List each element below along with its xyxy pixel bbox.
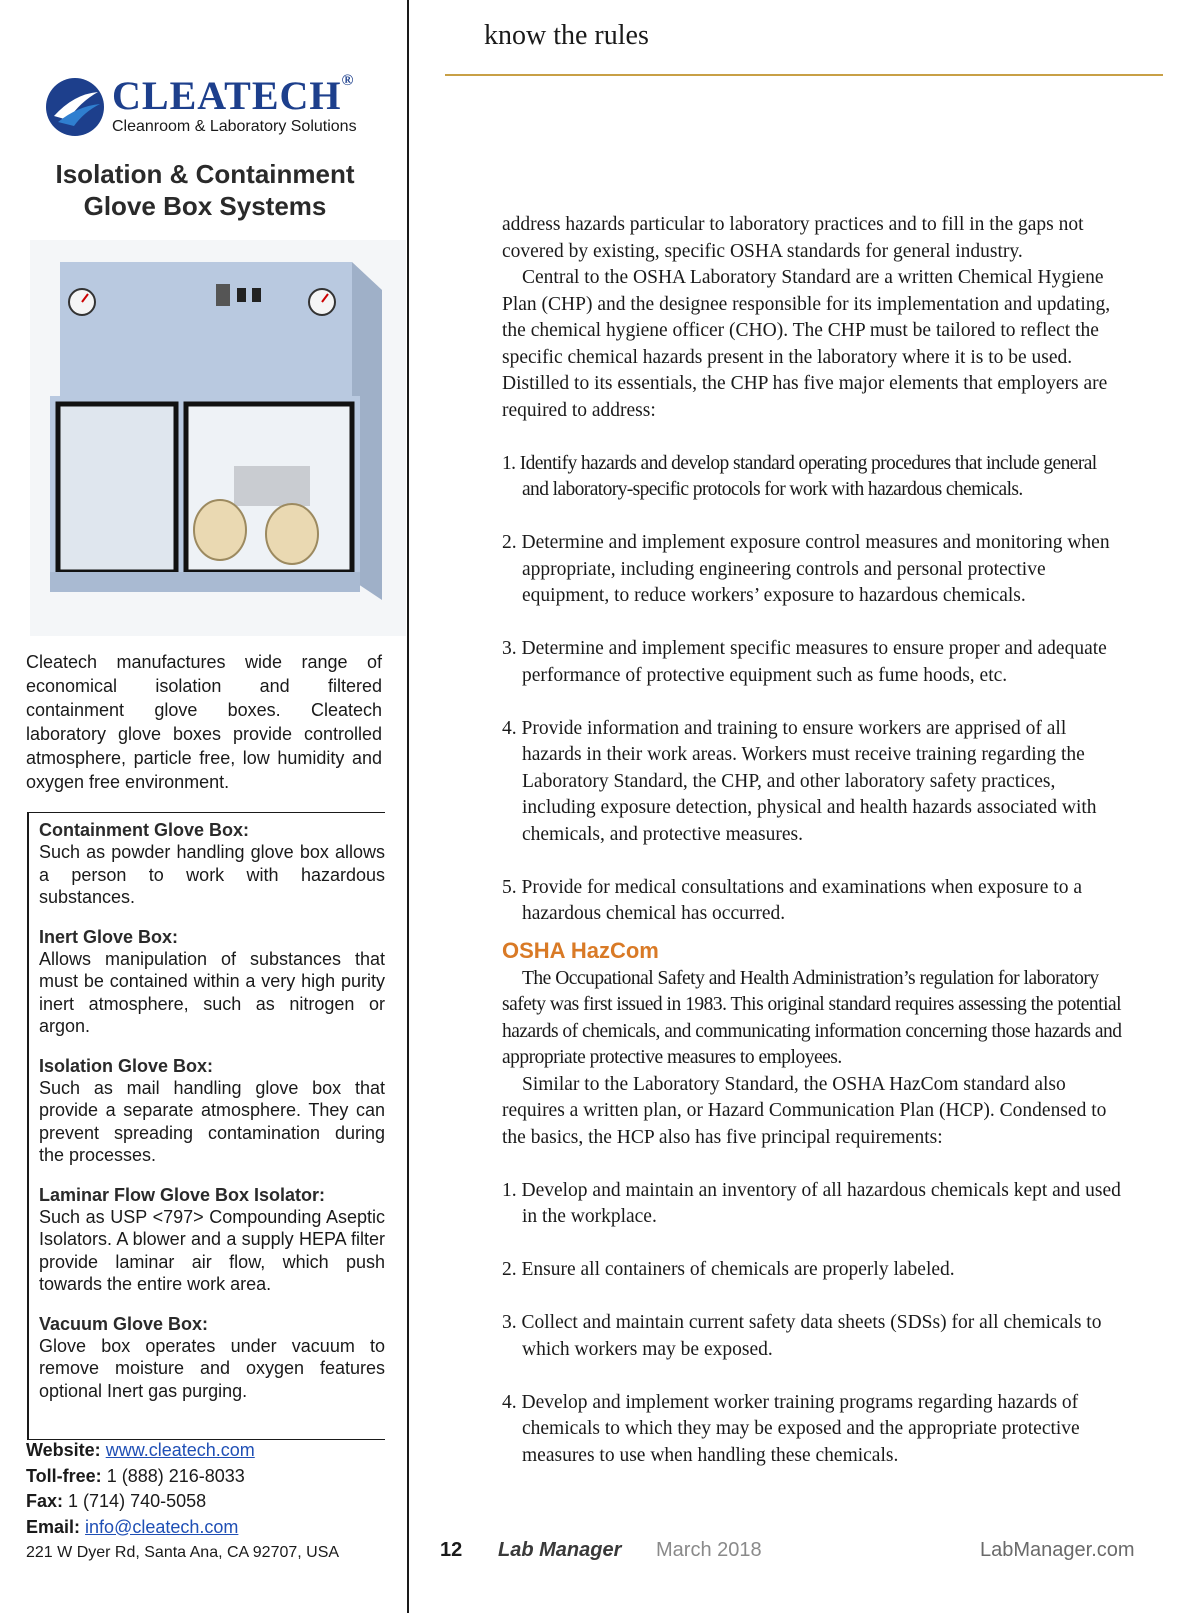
page-number: 12 <box>440 1539 463 1561</box>
section-subheading: OSHA HazCom <box>502 937 659 963</box>
type-description: Glove box operates under vacuum to remove moisture and oxygen features optional Inert gas purging. <box>39 1335 385 1401</box>
ad-title-line-2: Glove Box Systems <box>83 191 327 221</box>
type-description: Such as mail handling glove box that provide a separate atmosphere. They can prevent spreading contamination during the processes. <box>39 1077 385 1165</box>
publication-site: LabManager.com <box>980 1539 1135 1561</box>
tollfree-line <box>26 1464 406 1490</box>
article-paragraph: Similar to the Laboratory Standard, the OSHA HazCom standard also requires a written plan, or Hazard Communication Plan (HCP). Condensed to the basics, the HCP also has five principal requirements: <box>502 1073 1107 1148</box>
type-description: Such as USP <797> Compounding Aseptic Isolators. A blower and a supply HEPA filter provide laminar air flow, which push towards the entire work area. <box>39 1206 385 1294</box>
type-heading: Vacuum Glove Box: <box>39 1313 209 1334</box>
hcp-list-item: 2. Ensure all containers of chemicals are properly labeled. <box>502 1259 955 1280</box>
type-vacuum <box>39 1313 385 1403</box>
tollfree-label: Toll-free: <box>26 1465 102 1486</box>
logo-swoosh-icon <box>44 76 106 138</box>
section-kicker: know the rules <box>484 20 649 51</box>
type-isolation <box>39 1055 385 1167</box>
glove-box-types <box>27 812 385 1440</box>
column-divider <box>407 0 409 1613</box>
registered-mark: ® <box>341 72 355 89</box>
ad-intro: Cleatech manufactures wide range of economical isolation and filtered containment glove boxes. Cleatech laboratory glove boxes provide controlled atmosphere, particle free, low humidity and oxygen free environment. <box>26 652 382 792</box>
chp-list-item: 2. Determine and implement exposure control measures and monitoring when appropriate, including engineering controls and personal protective equipment, to reduce workers’ exposure to hazardous chemicals. <box>502 532 1110 606</box>
email-link[interactable]: info@cleatech.com <box>85 1516 239 1537</box>
contact-info <box>26 1438 406 1566</box>
article-paragraph: Central to the OSHA Laboratory Standard are a written Chemical Hygiene Plan (CHP) and the designee responsible for its implementation and updating, the chemical hygiene officer (CHO). The CHP must be tailored to reflect the specific chemical hazards present in the laboratory where it is to be used. Distilled to its essentials, the CHP has five major elements that employers are required to address: <box>502 267 1111 421</box>
hcp-list-item: 3. Collect and maintain current safety data sheets (SDSs) for all chemicals to which workers may be exposed. <box>502 1312 1102 1360</box>
brand-tagline: Cleanroom & Laboratory Solutions <box>112 118 357 135</box>
publication-name: Lab Manager <box>498 1539 622 1561</box>
type-heading: Containment Glove Box: <box>39 820 250 840</box>
fax-label: Fax: <box>26 1491 64 1511</box>
article-body <box>502 212 1124 1469</box>
type-description: Allows manipulation of substances that must be contained within a very high purity inert atmosphere, such as nitrogen or argon. <box>39 948 385 1036</box>
type-heading: Laminar Flow Glove Box Isolator: <box>39 1184 326 1205</box>
address: 221 W Dyer Rd, Santa Ana, CA 92707, USA <box>26 1544 340 1561</box>
type-containment <box>39 819 385 909</box>
glove-box-product-image <box>30 240 406 636</box>
ad-title <box>26 158 384 222</box>
type-heading: Inert Glove Box: <box>39 926 179 947</box>
chp-list-item: 5. Provide for medical consultations and examinations when exposure to a hazardous chemical has occurred. <box>502 876 1082 924</box>
ad-title-line-1: Isolation & Containment <box>55 159 355 189</box>
article-paragraph: address hazards particular to laboratory practices and to fill in the gaps not covered by existing, specific OSHA standards for general industry. <box>502 214 1084 262</box>
header-rule <box>445 74 1163 76</box>
email-label: Email: <box>26 1516 81 1537</box>
chp-list-item: 3. Determine and implement specific measures to ensure proper and adequate performance of protective equipment such as fume hoods, etc. <box>502 638 1107 686</box>
cleatech-logo <box>44 72 389 142</box>
email-line <box>26 1515 406 1541</box>
fax-line <box>26 1489 406 1515</box>
hcp-list-item: 1. Develop and maintain an inventory of all hazardous chemicals kept and used in the workplace. <box>502 1179 1121 1227</box>
type-description: Such as powder handling glove box allows a person to work with hazardous substances. <box>39 842 385 907</box>
chp-list-item: 1. Identify hazards and develop standard operating procedures that include general and laboratory-specific protocols for work with hazardous chemicals. <box>502 452 1097 500</box>
hcp-list-item: 4. Develop and implement worker training programs regarding hazards of chemicals to which they may be exposed and the appropriate protective measures to use when handling these chemicals. <box>502 1391 1080 1466</box>
brand-name: CLEATECH <box>112 73 342 118</box>
tollfree-number: 1 (888) 216-8033 <box>106 1465 245 1486</box>
website-link[interactable]: www.cleatech.com <box>105 1440 255 1460</box>
type-heading: Isolation Glove Box: <box>39 1055 214 1076</box>
website-label: Website: <box>26 1440 101 1460</box>
issue-date: March 2018 <box>656 1539 762 1561</box>
website-line <box>26 1438 406 1464</box>
chp-list-item: 4. Provide information and training to ensure workers are apprised of all hazards in their work areas. Workers must receive training regarding the Laboratory Standard, the CHP, and other laboratory safety practices, including exposure detection, physical and health hazards associated with chemicals, and protective measures. <box>502 717 1097 845</box>
type-laminar-flow <box>39 1184 385 1296</box>
type-inert <box>39 926 385 1038</box>
article-paragraph: The Occupational Safety and Health Administration’s regulation for laboratory safety was first issued in 1983. This original standard requires assessing the potential hazards of chemicals, and communicating information concerning those hazards and appropriate protective measures to employees. <box>502 967 1122 1068</box>
fax-number: 1 (714) 740-5058 <box>68 1491 207 1511</box>
